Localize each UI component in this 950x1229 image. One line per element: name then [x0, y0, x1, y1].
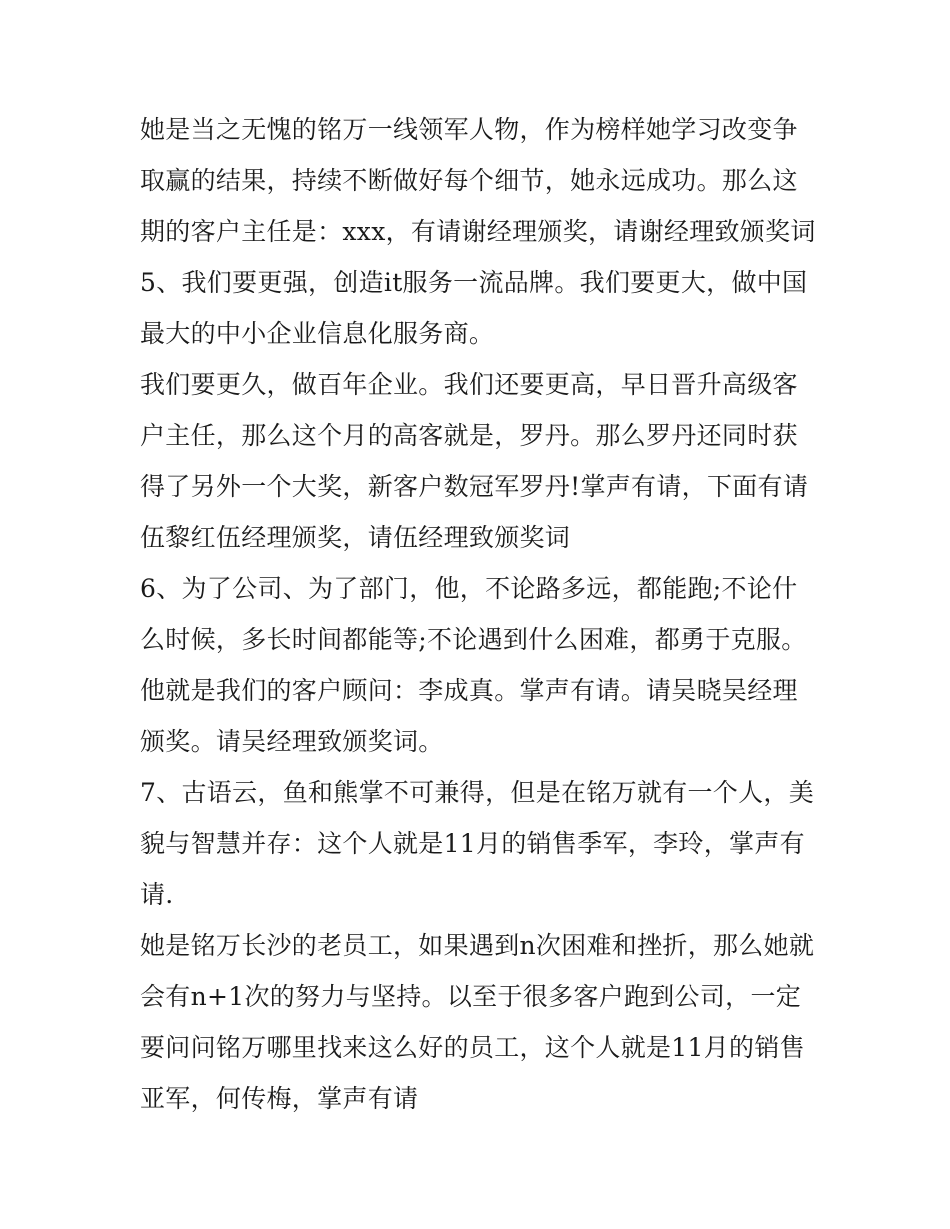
paragraph-6: 她是铭万长沙的老员工，如果遇到n次困难和挫折，那么她就会有n+1次的努力与坚持。以至于很多客户跑到公司，一定要问问铭万哪里找来这么好的员工，这个人就是11月的销售亚军，何传梅，掌声有请	[140, 931, 815, 1113]
paragraph-4: 6、为了公司、为了部门，他，不论路多远，都能跑;不论什么时候，多长时间都能等;不论遇到什么困难，都勇于克服。他就是我们的客户顾问：李成真。掌声有请。请吴晓吴经理颁奖。请吴经理致颁奖词。	[140, 574, 807, 756]
paragraph-2: 5、我们要更强，创造it服务一流品牌。我们要更大，做中国最大的中小企业信息化服务商。	[140, 268, 808, 348]
paragraph-5: 7、古语云，鱼和熊掌不可兼得，但是在铭万就有一个人，美貌与智慧并存：这个人就是11月的销售季军，李玲，掌声有请.	[140, 778, 815, 909]
paragraph-1: 她是当之无愧的铭万一线领军人物，作为榜样她学习改变争取赢的结果，持续不断做好每个细节，她永远成功。那么这期的客户主任是：xxx，有请谢经理颁奖，请谢经理致颁奖词	[140, 115, 816, 246]
document-body	[140, 104, 820, 1124]
paragraph-3: 我们要更久，做百年企业。我们还要更高，早日晋升高级客户主任，那么这个月的高客就是，罗丹。那么罗丹还同时获得了另外一个大奖，新客户数冠军罗丹!掌声有请，下面有请伍黎红伍经理颁奖，请伍经理致颁奖词	[140, 370, 809, 552]
